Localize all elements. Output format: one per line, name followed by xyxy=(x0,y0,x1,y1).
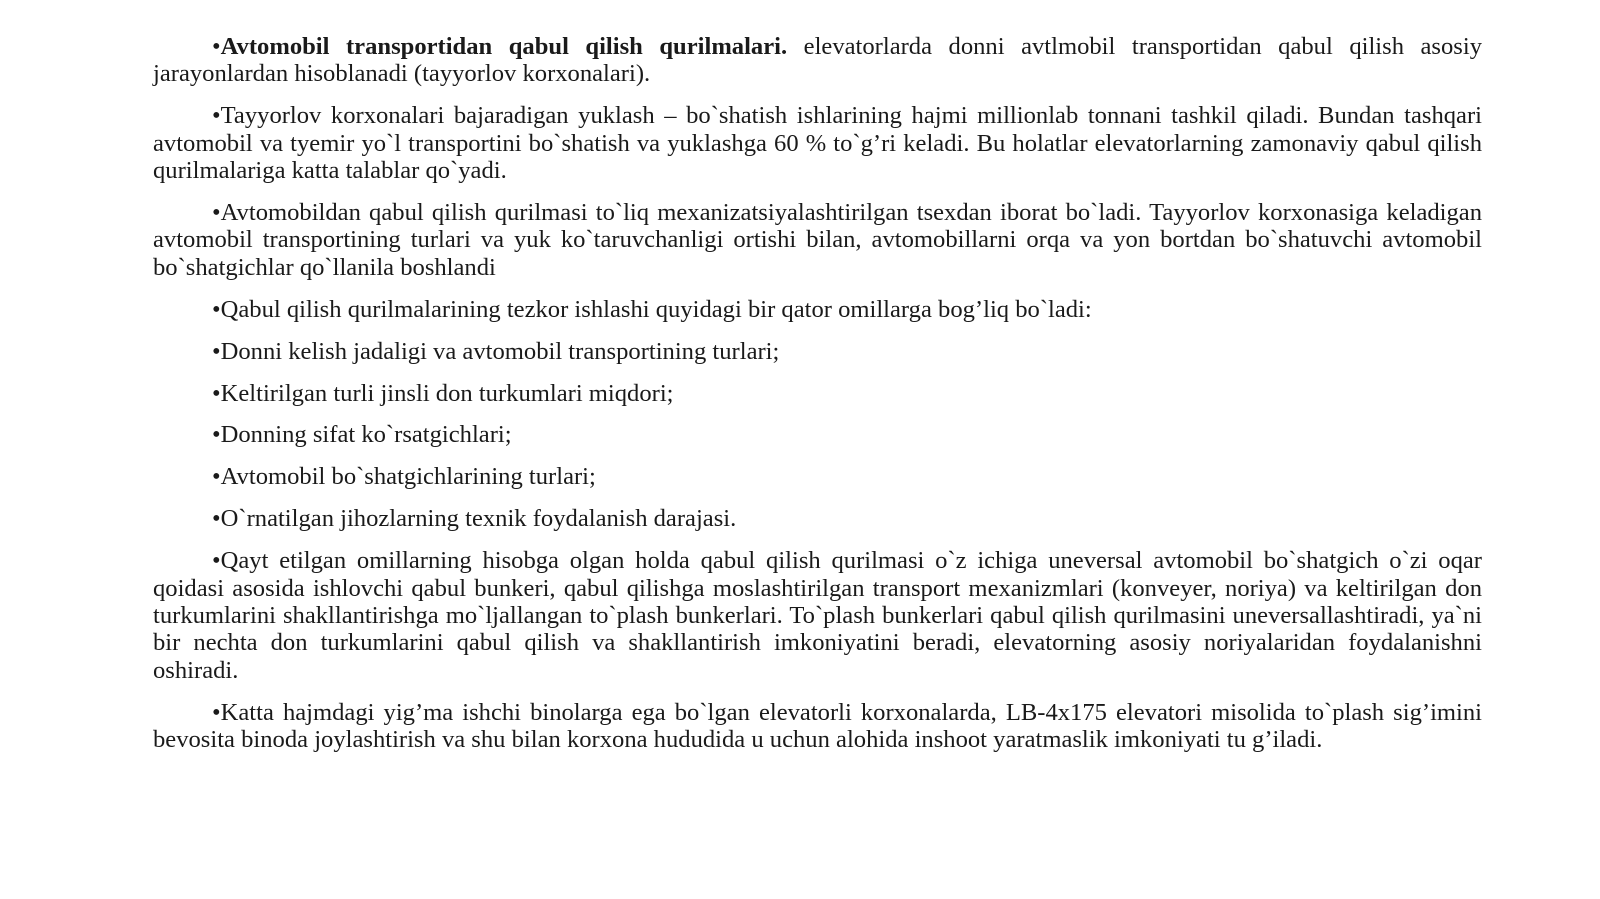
bullet: • xyxy=(212,463,221,491)
list-item-factor-3 xyxy=(153,421,1482,448)
bullet: • xyxy=(212,102,221,130)
paragraph-3-text: Avtomobildan qabul qilish qurilmasi to`liq mexanizatsiyalashtirilgan tsexdan iborat bo`ladi. Tayyorlov korxonasiga keladigan avtomobil transportining turlari va yuk ko`taruvchanligi ortishi bilan, avtomobillarni orqa va yon bortdan bo`shatuvchi avtomobil bo`shatgichlar qo`llanila boshlandi xyxy=(153,199,1482,281)
paragraph-1-lead: Avtomobil transportidan qabul qilish qurilmalari. xyxy=(220,33,788,60)
list-item-text: Avtomobil bo`shatgichlarining turlari; xyxy=(220,463,596,491)
paragraph-4 xyxy=(153,296,1482,323)
paragraph-4-text: Qabul qilish qurilmalarining tezkor ishlashi quyidagi bir qator omillarga bog’liq bo`ladi: xyxy=(220,295,1092,323)
slide-body xyxy=(153,33,1482,768)
list-item-text: Keltirilgan turli jinsli don turkumlari miqdori; xyxy=(220,379,674,407)
bullet: • xyxy=(212,379,221,407)
bullet: • xyxy=(212,547,221,575)
paragraph-2 xyxy=(153,102,1482,184)
bullet: • xyxy=(212,421,221,449)
list-item-factor-4 xyxy=(153,463,1482,490)
list-item-factor-5 xyxy=(153,505,1482,532)
paragraph-1-text: elevatorlarda donni avtlmobil transportidan qabul qilish asosiy jarayonlardan hisoblanadi (tayyorlov korxonalari). xyxy=(153,33,1483,88)
list-item-text: Donni kelish jadaligi va avtomobil transportining turlari; xyxy=(220,337,780,365)
bullet: • xyxy=(212,199,221,227)
paragraph-1 xyxy=(153,33,1482,88)
list-item-text: O`rnatilgan jihozlarning texnik foydalanish darajasi. xyxy=(220,505,737,533)
paragraph-10-text: Qayt etilgan omillarning hisobga olgan holda qabul qilish qurilmasi o`z ichiga uneversal avtomobil bo`shatgich o`zi oqar qoidasi asosida ishlovchi qabul bunkeri, qabul qilishga moslashtirilgan transport mexanizmlari (konveyer, noriya) va keltirilgan don turkumlarini shakllantirishga mo`ljallangan to`plash bunkerlari. To`plash bunkerlari qabul qilish qurilmasini uneversallashtiradi, ya`ni bir nechta don turkumlarini qabul qilish va shakllantirish imkoniyatini beradi, elevatorning asosiy noriyalaridan foydalanishni oshiradi. xyxy=(153,547,1482,684)
bullet: • xyxy=(212,505,221,533)
paragraph-11 xyxy=(153,699,1482,754)
paragraph-3 xyxy=(153,199,1482,281)
paragraph-11-text: Katta hajmdagi yig’ma ishchi binolarga ega bo`lgan elevatorli korxonalarda, LB-4x175 elevatori misolida to`plash sig’imini bevosita binoda joylashtirish va shu bilan korxona hududida u uchun alohida inshoot yaratmaslik imkoniyati tu g’iladi. xyxy=(153,698,1482,754)
list-item-factor-2 xyxy=(153,380,1482,407)
paragraph-2-text: Tayyorlov korxonalari bajaradigan yuklash – bo`shatish ishlarining hajmi millionlab tonnani tashkil qiladi. Bundan tashqari avtomobil va tyemir yo`l transportini bo`shatish va yuklashga 60 % to`g’ri keladi. Bu holatlar elevatorlarning zamonaviy qabul qilish qurilmalariga katta talablar qo`yadi. xyxy=(153,102,1482,185)
bullet: • xyxy=(212,295,221,323)
paragraph-10 xyxy=(153,547,1482,684)
bullet: • xyxy=(212,698,221,726)
bullet: • xyxy=(212,337,221,365)
list-item-text: Donning sifat ko`rsatgichlari; xyxy=(220,421,512,449)
bullet: • xyxy=(212,33,221,60)
list-item-factor-1 xyxy=(153,338,1482,365)
